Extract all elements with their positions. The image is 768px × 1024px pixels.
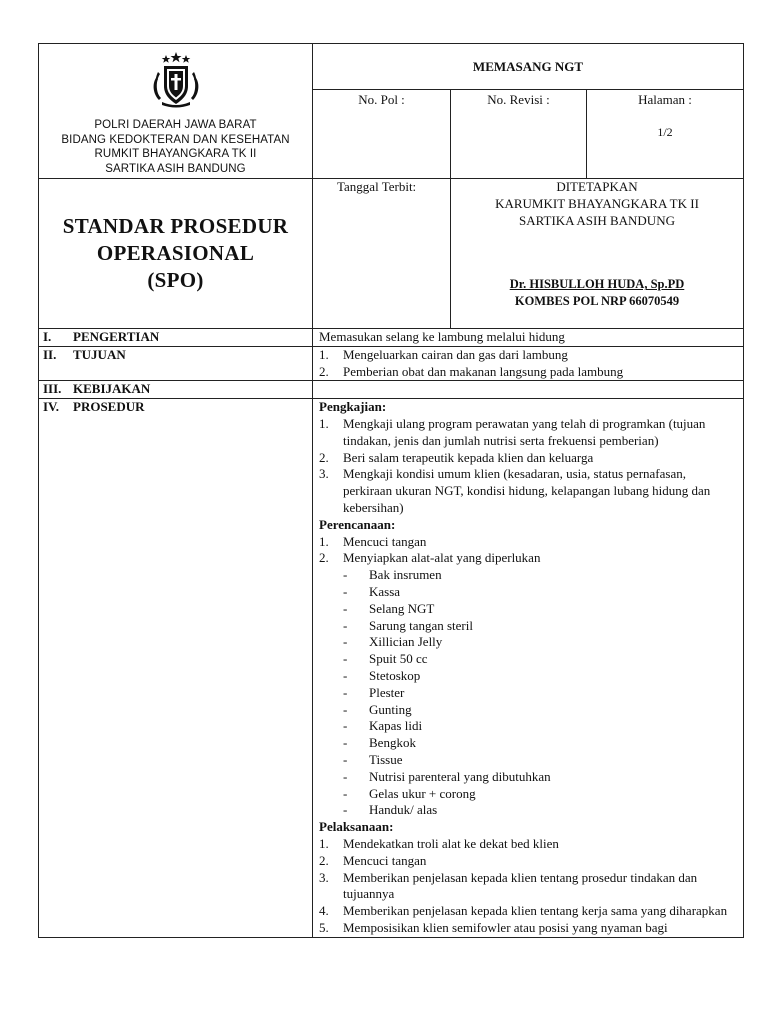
- tool-item: - Sarung tangan steril: [343, 617, 473, 633]
- spo-title-line: STANDAR PROSEDUR: [62, 214, 289, 238]
- tool-item: - Tissue: [343, 751, 403, 767]
- institution-line: BIDANG KEDOKTERAN DAN KESEHATAN: [61, 133, 290, 146]
- list-item: 1. Mencuci tangan: [319, 533, 427, 549]
- tujuan-content: [313, 346, 744, 381]
- tool-item: - Handuk/ alas: [343, 802, 438, 818]
- tool-item: - Bak insrumen: [343, 567, 442, 583]
- list-item: 2. Pemberian obat dan makanan langsung pada lambung: [319, 363, 624, 379]
- spo-title-line: (SPO): [147, 268, 204, 292]
- list-item: 4. Memberikan penjelasan kepada klien tentang kerja sama yang diharapkan: [319, 903, 728, 919]
- list-item: 2. Menyiapkan alat-alat yang diperlukan: [319, 550, 541, 566]
- tool-item: - Nutrisi parenteral yang dibutuhkan: [343, 768, 551, 784]
- halaman-cell: [587, 90, 744, 179]
- list-item: 1. Mengkaji ulang program perawatan yang telah di programkan (tujuan tindakan, jenis dan jumlah nutrisi serta frekuensi pemberian): [319, 415, 706, 448]
- tool-item: - Gunting: [343, 701, 412, 717]
- header-institution-cell: [39, 44, 313, 179]
- tanggal-terbit-label: Tanggal Terbit:: [337, 179, 417, 194]
- page-number: 1/2: [657, 125, 673, 140]
- tool-item: - Gelas ukur + corong: [343, 785, 476, 801]
- no-pol-label: No. Pol :: [358, 92, 405, 108]
- signature-block: [451, 276, 743, 310]
- list-item: 5. Memposisikan klien semifowler atau posisi yang nyaman bagi: [319, 919, 668, 935]
- spo-title-cell: [39, 179, 313, 329]
- spo-title-line: OPERASIONAL: [96, 241, 255, 265]
- pelaksanaan-list: [319, 836, 737, 937]
- perencanaan-list: [319, 534, 737, 568]
- tool-item: - Kassa: [343, 583, 401, 599]
- prosedur-content: [313, 399, 744, 938]
- pengkajian-heading: Pengkajian:: [319, 399, 387, 415]
- section-pengertian-label: I. PENGERTIAN: [39, 329, 313, 347]
- list-item: 1. Mengeluarkan cairan dan gas dari lambung: [319, 346, 568, 362]
- approval-cell: [451, 179, 744, 329]
- section-tujuan-label: II. TUJUAN: [39, 346, 313, 381]
- tool-item: - Stetoskop: [343, 667, 421, 683]
- pengertian-text: Memasukan selang ke lambung melalui hidung: [313, 329, 744, 347]
- signer-rank: KOMBES POL NRP 66070549: [514, 294, 680, 309]
- tool-item: - Kapas lidi: [343, 718, 423, 734]
- approval-line: DITETAPKAN: [556, 179, 638, 194]
- perencanaan-heading: Perencanaan:: [319, 516, 396, 532]
- tool-item: - Bengkok: [343, 735, 416, 751]
- institution-name: [39, 118, 312, 176]
- polri-emblem-icon: [144, 50, 208, 110]
- institution-line: POLRI DAERAH JAWA BARAT: [94, 119, 257, 131]
- kebijakan-content: [313, 381, 744, 399]
- section-prosedur-label: IV. PROSEDUR: [39, 399, 313, 938]
- tool-item: - Plester: [343, 684, 405, 700]
- signer-name: Dr. HISBULLOH HUDA, Sp.PD: [509, 277, 685, 292]
- institution-line: SARTIKA ASIH BANDUNG: [105, 162, 246, 175]
- list-item: 3. Mengkaji kondisi umum klien (kesadaran, usia, status pernafasan, perkiraan ukuran NGT, kondisi hidung, kelapangan lubang hidung dan kebersihan): [319, 466, 711, 515]
- document-title: MEMASANG NGT: [313, 44, 744, 90]
- tools-list: [319, 567, 737, 819]
- list-item: 2. Beri salam terapeutik kepada klien dan keluarga: [319, 449, 594, 465]
- tool-item: - Selang NGT: [343, 600, 435, 616]
- institution-line: RUMKIT BHAYANGKARA TK II: [94, 148, 257, 160]
- no-revisi-label: No. Revisi :: [487, 92, 550, 108]
- spo-table: [38, 43, 744, 938]
- no-revisi-cell: [451, 90, 587, 179]
- pengkajian-list: [319, 416, 737, 517]
- list-item: 2. Mencuci tangan: [319, 852, 427, 868]
- approval-line: KARUMKIT BHAYANGKARA TK II: [495, 195, 699, 211]
- tanggal-terbit-cell: [313, 179, 451, 329]
- approval-line: SARTIKA ASIH BANDUNG: [519, 212, 675, 228]
- list-item: 1. Mendekatkan troli alat ke dekat bed klien: [319, 835, 559, 851]
- section-kebijakan-label: III. KEBIJAKAN: [39, 381, 313, 399]
- no-pol-cell: [313, 90, 451, 179]
- list-item: 3. Memberikan penjelasan kepada klien tentang prosedur tindakan dan tujuannya: [319, 869, 698, 902]
- tool-item: - Xillician Jelly: [343, 634, 443, 650]
- tool-item: - Spuit 50 cc: [343, 651, 428, 667]
- pelaksanaan-heading: Pelaksanaan:: [319, 819, 394, 835]
- halaman-label: Halaman :: [638, 92, 692, 108]
